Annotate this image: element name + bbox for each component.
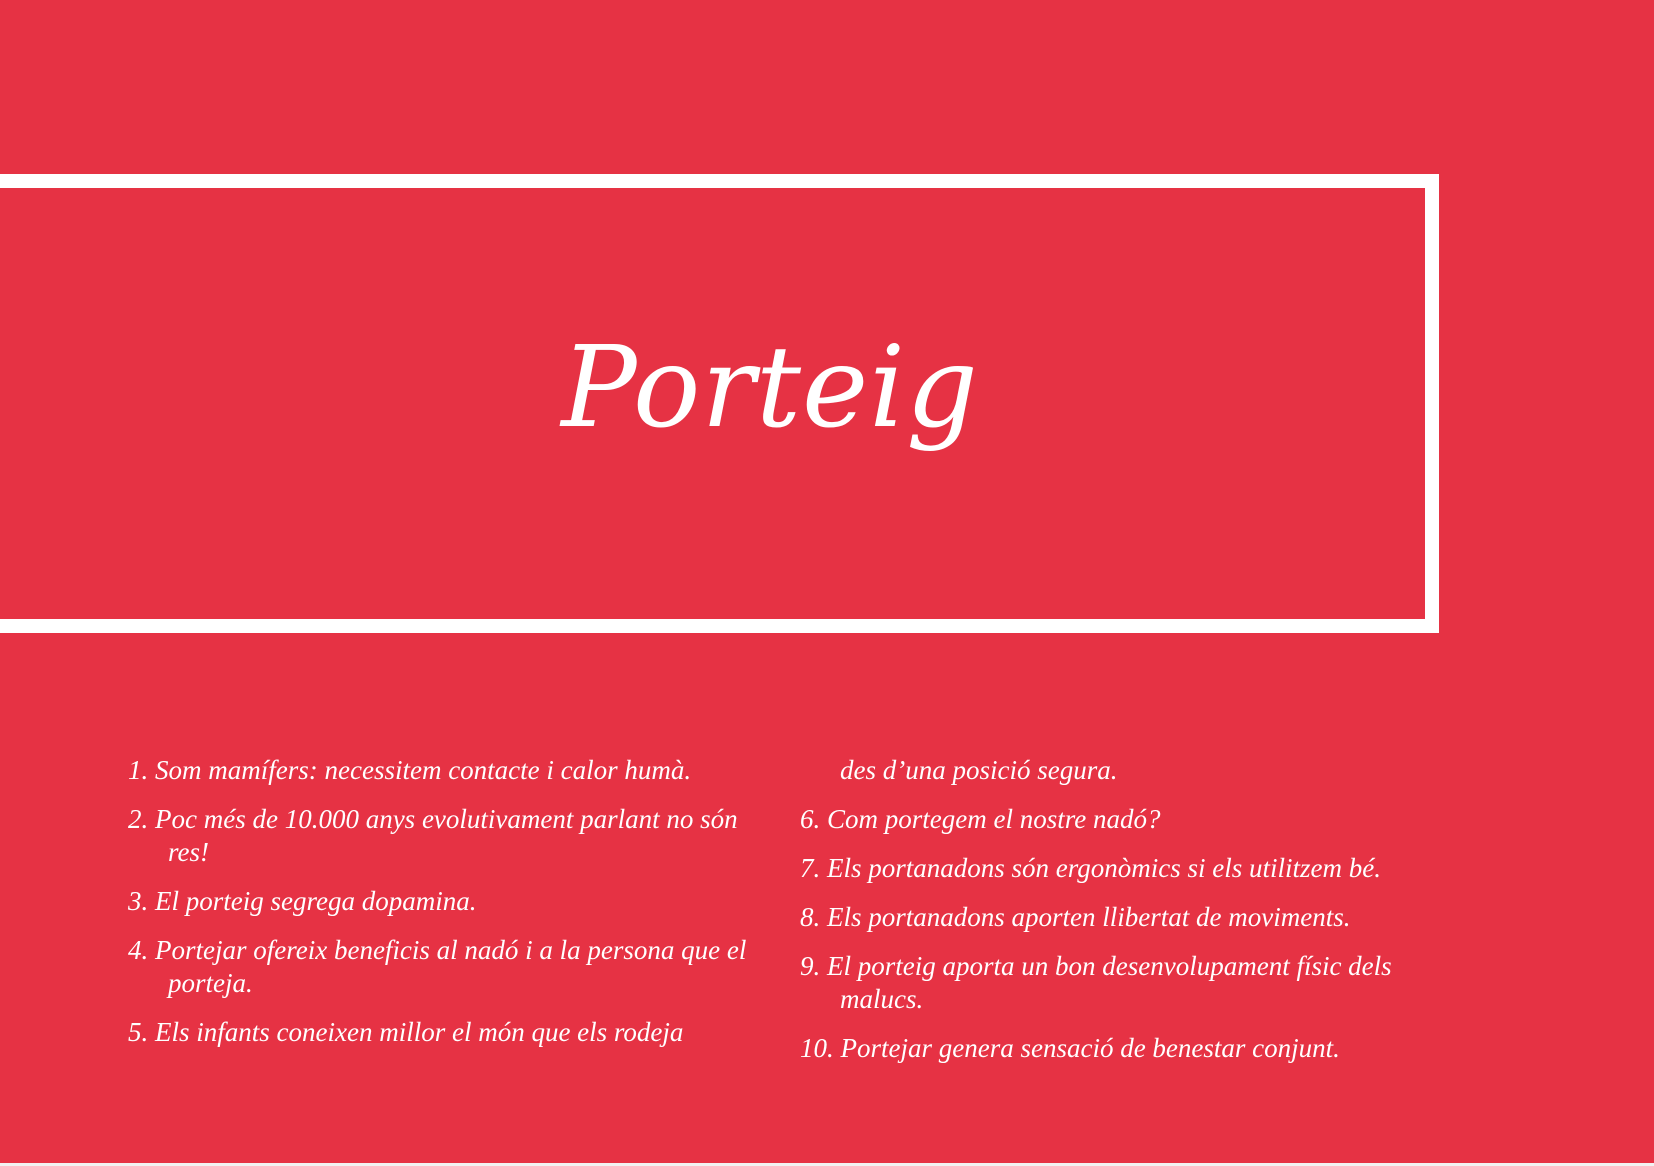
- list-item: 5. Els infants coneixen millor el món que els rodeja: [128, 1017, 684, 1047]
- benefits-list-right: [800, 754, 1440, 1081]
- list-item: 4. Portejar ofereix beneficis al nadó i a la persona que el porteja.: [128, 935, 747, 998]
- benefits-list-left: [128, 754, 758, 1065]
- list-item: 9. El porteig aporta un bon desenvolupament físic dels malucs.: [800, 951, 1392, 1014]
- list-item: 7. Els portanadons són ergonòmics si els utilitzem bé.: [800, 853, 1381, 883]
- list-item: 3. El porteig segrega dopamina.: [128, 886, 477, 916]
- list-item: 1. Som mamífers: necessitem contacte i calor humà.: [128, 755, 692, 785]
- list-item: 8. Els portanadons aporten llibertat de moviments.: [800, 902, 1351, 932]
- list-item: 2. Poc més de 10.000 anys evolutivament parlant no són res!: [128, 804, 738, 867]
- list-item-continuation: des d’una posició segura.: [840, 755, 1118, 785]
- list-item: 6. Com portegem el nostre nadó?: [800, 804, 1161, 834]
- page-title: Porteig: [561, 323, 979, 453]
- list-item: 10. Portejar genera sensació de benestar conjunt.: [800, 1033, 1340, 1063]
